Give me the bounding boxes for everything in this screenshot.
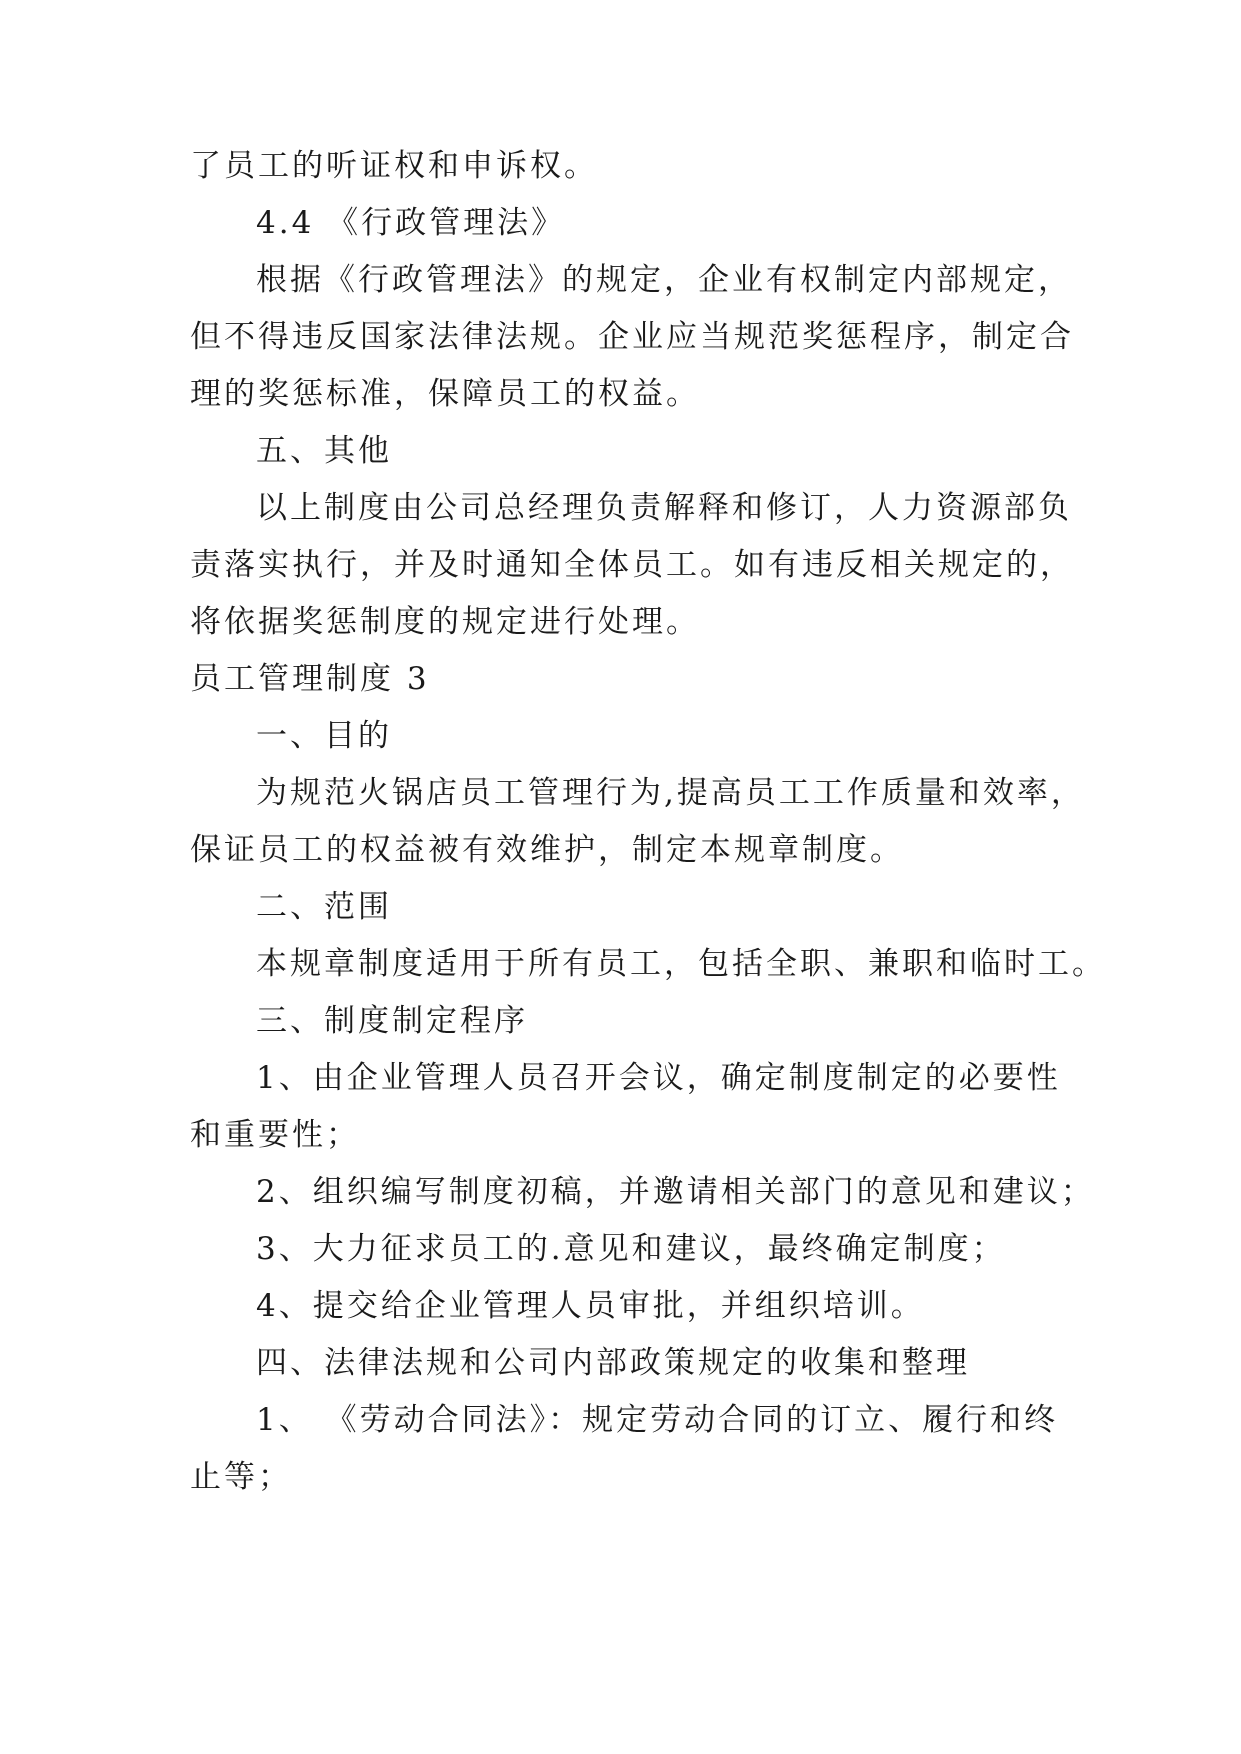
text-line: 根据《行政管理法》的规定，企业有权制定内部规定， — [256, 262, 1072, 298]
list-item: 3、大力征求员工的.意见和建议，最终确定制度； — [256, 1231, 1006, 1267]
list-item: 1、 《劳动合同法》：规定劳动合同的订立、履行和终 — [256, 1402, 1059, 1438]
section-heading: 二、范围 — [256, 889, 392, 925]
text-line: 了员工的听证权和申诉权。 — [190, 148, 598, 184]
list-item: 4、提交给企业管理人员审批，并组织培训。 — [256, 1288, 925, 1324]
section-heading: 一、目的 — [256, 718, 392, 754]
list-item: 1、由企业管理人员召开会议，确定制度制定的必要性 — [256, 1060, 1061, 1096]
text-line: 以上制度由公司总经理负责解释和修订，人力资源部负 — [256, 490, 1072, 526]
section-heading: 三、制度制定程序 — [256, 1003, 528, 1039]
text-line: 本规章制度适用于所有员工，包括全职、兼职和临时工。 — [256, 946, 1106, 982]
section-heading: 五、其他 — [256, 433, 392, 469]
text-line: 将依据奖惩制度的规定进行处理。 — [190, 604, 700, 640]
text-line: 理的奖惩标准，保障员工的权益。 — [190, 376, 700, 412]
list-item: 2、组织编写制度初稿，并邀请相关部门的意见和建议； — [256, 1174, 1095, 1210]
text-line: 责落实执行，并及时通知全体员工。如有违反相关规定的， — [190, 547, 1074, 583]
text-line: 止等； — [190, 1459, 292, 1495]
text-line: 但不得违反国家法律法规。企业应当规范奖惩程序，制定合 — [190, 319, 1074, 355]
text-line: 保证员工的权益被有效维护，制定本规章制度。 — [190, 832, 904, 868]
document-title: 员工管理制度 3 — [190, 661, 430, 697]
text-line: 和重要性； — [190, 1117, 360, 1153]
section-heading: 4.4 《行政管理法》 — [256, 205, 566, 241]
section-heading: 四、法律法规和公司内部政策规定的收集和整理 — [256, 1345, 970, 1381]
text-line: 为规范火锅店员工管理行为,提高员工工作质量和效率， — [256, 775, 1085, 811]
